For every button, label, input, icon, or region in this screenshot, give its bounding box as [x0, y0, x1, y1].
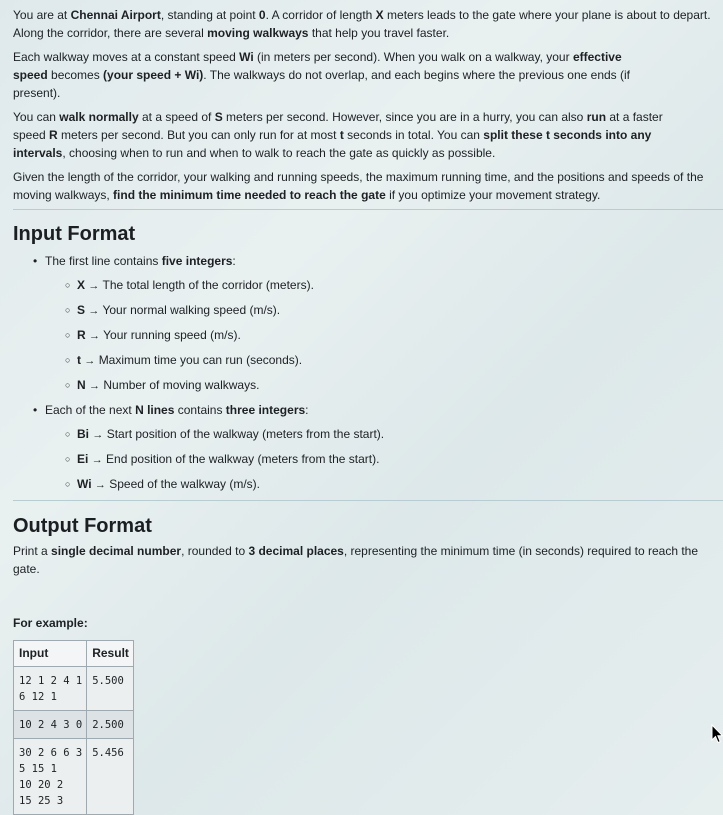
table-header-row: [14, 641, 134, 667]
text: You can: [13, 110, 60, 124]
intro-paragraph-2: [13, 48, 633, 102]
arrow-icon: →: [94, 479, 106, 491]
text: five integers: [161, 254, 233, 268]
arrow-icon: →: [92, 429, 104, 441]
text: moving walkways: [207, 26, 309, 40]
input-cell: 12 1 2 4 1 6 12 1: [14, 667, 87, 711]
text: single decimal number: [51, 544, 182, 558]
arrow-icon: →: [88, 280, 100, 292]
output-format-text: [13, 542, 723, 578]
text: meters per second. However, since you are in a hurry, you can also: [222, 110, 587, 124]
variable-name: S: [77, 303, 86, 317]
text: three integers: [225, 403, 306, 417]
list-item: [65, 376, 723, 395]
text: Wi: [239, 50, 254, 64]
mouse-pointer-icon: [711, 724, 723, 747]
variable-description: Start position of the walkway (meters from the start).: [106, 427, 385, 441]
text: if you optimize your movement strategy.: [385, 188, 601, 202]
text: Each walkway moves at a constant speed: [13, 50, 240, 64]
arrow-icon: →: [89, 330, 101, 342]
problem-statement: [13, 0, 723, 815]
text: , rounded to: [181, 544, 249, 558]
list-item: [65, 276, 723, 295]
variable-name: Wi: [77, 477, 92, 491]
text: :: [305, 403, 309, 417]
text: Each of the next: [45, 403, 136, 417]
text: walk normally: [59, 110, 139, 124]
result-cell: 5.456: [87, 739, 134, 815]
text: contains: [174, 403, 226, 417]
list-item: [65, 351, 723, 370]
table-row: [14, 711, 134, 739]
arrow-icon: →: [84, 355, 96, 367]
variable-description: End position of the walkway (meters from the start).: [106, 452, 380, 466]
variable-name: N: [77, 378, 86, 392]
intro-paragraph-4: [13, 168, 723, 204]
variable-description: Your running speed (m/s).: [103, 328, 241, 342]
result-cell: 2.500: [87, 711, 134, 739]
first-line-items: [45, 276, 723, 395]
text: X: [375, 8, 384, 22]
text: Given the length of the corridor, your walking and running speeds, the maximum running time, and the positions and speeds of the moving walkways,: [13, 170, 704, 202]
column-header-result: Result: [87, 641, 134, 667]
text: You are at: [13, 8, 71, 22]
text: meters per second. But you can only run for at most: [57, 128, 340, 142]
output-format-heading: Output Format: [13, 515, 152, 537]
variable-name: Ei: [77, 452, 89, 466]
text: 3 decimal places: [248, 544, 344, 558]
text: The first line contains: [45, 254, 162, 268]
text: N lines: [135, 403, 175, 417]
text: Chennai Airport: [70, 8, 161, 22]
text: split these t seconds into any intervals: [13, 128, 652, 160]
text: , representing the minimum time (in seconds) required to reach the gate.: [13, 544, 699, 576]
list-item: [65, 326, 723, 345]
intro-paragraph-1: [13, 0, 723, 42]
text: t: [339, 128, 344, 142]
variable-description: Maximum time you can run (seconds).: [98, 353, 303, 367]
text: 0: [258, 8, 266, 22]
text: , standing at point: [160, 8, 259, 22]
text: at a speed of: [138, 110, 215, 124]
variable-description: Speed of the walkway (m/s).: [109, 477, 260, 491]
text: at a faster speed: [13, 110, 663, 142]
table-row: [14, 739, 134, 815]
variable-name: X: [77, 278, 86, 292]
list-item: [65, 425, 723, 444]
arrow-icon: →: [91, 454, 103, 466]
arrow-icon: →: [89, 380, 101, 392]
text: run: [586, 110, 607, 124]
example-table: [13, 640, 134, 815]
section-divider: [13, 209, 723, 210]
table-row: [14, 667, 134, 711]
text: R: [49, 128, 58, 142]
list-item: [65, 450, 723, 469]
input-format-heading: Input Format: [13, 223, 136, 245]
text: Print a: [13, 544, 52, 558]
text: :: [232, 254, 236, 268]
column-header-input: Input: [14, 641, 87, 667]
example-label: For example:: [13, 616, 88, 630]
input-cell: 10 2 4 3 0: [14, 711, 87, 739]
input-cell: 30 2 6 6 3 5 15 1 10 20 2 15 25 3: [14, 739, 87, 815]
list-item: [33, 252, 723, 395]
variable-description: Your normal walking speed (m/s).: [102, 303, 281, 317]
input-format-list: [13, 252, 723, 494]
text: S: [214, 110, 223, 124]
text: , choosing when to run and when to walk to reach the gate as quickly as possible.: [62, 146, 496, 160]
variable-description: The total length of the corridor (meters).: [102, 278, 314, 292]
variable-description: Number of moving walkways.: [103, 378, 260, 392]
text: that help you travel faster.: [308, 26, 450, 40]
text: (in meters per second). When you walk on a walkway, your: [253, 50, 573, 64]
text: meters leads to the gate where your plane is about to depart. Along the corridor, there are several: [13, 8, 711, 40]
text: find the minimum time needed to reach the gate: [113, 188, 386, 202]
text: seconds in total. You can: [343, 128, 484, 142]
intro-paragraph-3: [13, 108, 668, 162]
list-item: [33, 401, 723, 494]
result-cell: 5.500: [87, 667, 134, 711]
next-lines-items: [45, 425, 723, 494]
section-divider: [13, 500, 723, 501]
variable-name: Bi: [77, 427, 89, 441]
arrow-icon: →: [88, 305, 100, 317]
text: . A corridor of length: [265, 8, 376, 22]
text: becomes: [47, 68, 104, 82]
text: (your speed + Wi): [103, 68, 204, 82]
text: . The walkways do not overlap, and each begins where the previous one ends (if present).: [13, 68, 630, 100]
list-item: [65, 301, 723, 320]
variable-name: R: [77, 328, 86, 342]
list-item: [65, 475, 723, 494]
text: effective speed: [13, 50, 622, 82]
variable-name: t: [77, 353, 81, 367]
